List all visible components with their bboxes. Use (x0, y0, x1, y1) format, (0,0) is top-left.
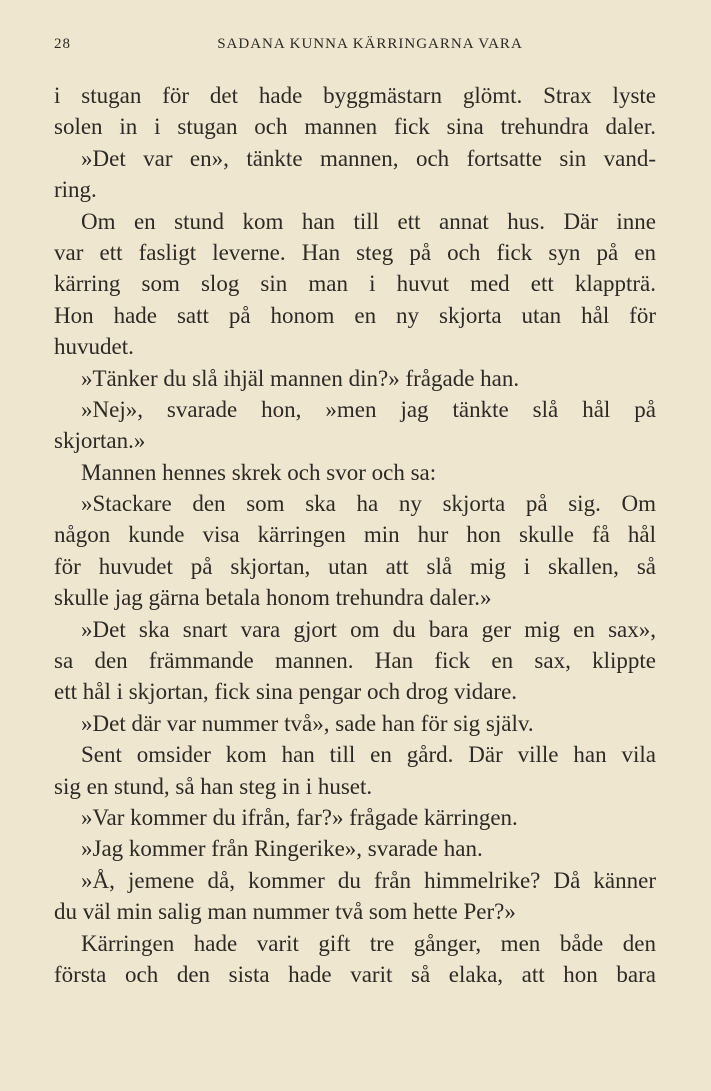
text-line: Mannen hennes skrek och svor och sa: (81, 459, 437, 485)
text-line: »Stackare den som ska ha ny skjorta på sig. Om (81, 491, 656, 517)
text-line: »Var kommer du ifrån, far?» frågade kärringen. (81, 804, 518, 830)
text-line: var ett fasligt leverne. Han steg på och fick syn på en (54, 239, 656, 265)
text-line: Kärringen hade varit gift tre gånger, men både den (81, 930, 656, 956)
text-line: »Det ska snart vara gjort om du bara ger mig en sax», (81, 616, 656, 642)
text-line: solen in i stugan och mannen fick sina trehundra daler. (54, 114, 656, 140)
text-line: Om en stund kom han till ett annat hus. Där inne (81, 208, 656, 234)
text-line: du väl min salig man nummer två som hette Per?» (54, 899, 516, 925)
text-line: Hon hade satt på honom en ny skjorta utan hål för (54, 302, 656, 328)
text-line: »Nej», svarade hon, »men jag tänkte slå hål på (81, 396, 656, 422)
text-line: »Det där var nummer två», sade han för sig själv. (81, 710, 534, 736)
running-title: SADANA KUNNA KÄRRINGARNA VARA (217, 36, 523, 52)
body-text (54, 80, 656, 990)
text-line: Sent omsider kom han till en gård. Där ville han vila (81, 742, 656, 768)
text-line: i stugan för det hade byggmästarn glömt. Strax lyste (54, 83, 656, 108)
page-number: 28 (54, 36, 71, 52)
text-line: kärring som slog sin man i huvut med ett klappträ. (54, 271, 656, 297)
text-line: någon kunde visa kärringen min hur hon skulle få hål (54, 522, 656, 548)
text-line: skjortan.» (54, 428, 146, 454)
text-line: sa den främmande mannen. Han fick en sax, klippte (54, 648, 656, 674)
page-header (54, 36, 656, 60)
text-line: ett hål i skjortan, fick sina pengar och drog vidare. (54, 679, 518, 705)
text-line: »Å, jemene då, kommer du från himmelrike? Då känner (81, 867, 656, 893)
text-line: »Jag kommer från Ringerike», svarade han. (81, 836, 483, 862)
text-line: för huvudet på skjortan, utan att slå mig i skallen, så (54, 553, 656, 579)
text-line: sig en stund, så han steg in i huset. (54, 773, 373, 799)
text-line: skulle jag gärna betala honom trehundra daler.» (54, 585, 492, 611)
text-line: huvudet. (54, 334, 134, 360)
text-line: ring. (54, 177, 97, 203)
text-line: första och den sista hade varit så elaka, att hon bara (54, 961, 656, 987)
text-line: »Tänker du slå ihjäl mannen din?» frågade han. (81, 365, 520, 391)
text-line: »Det var en», tänkte mannen, och fortsatte sin vand- (81, 145, 656, 171)
